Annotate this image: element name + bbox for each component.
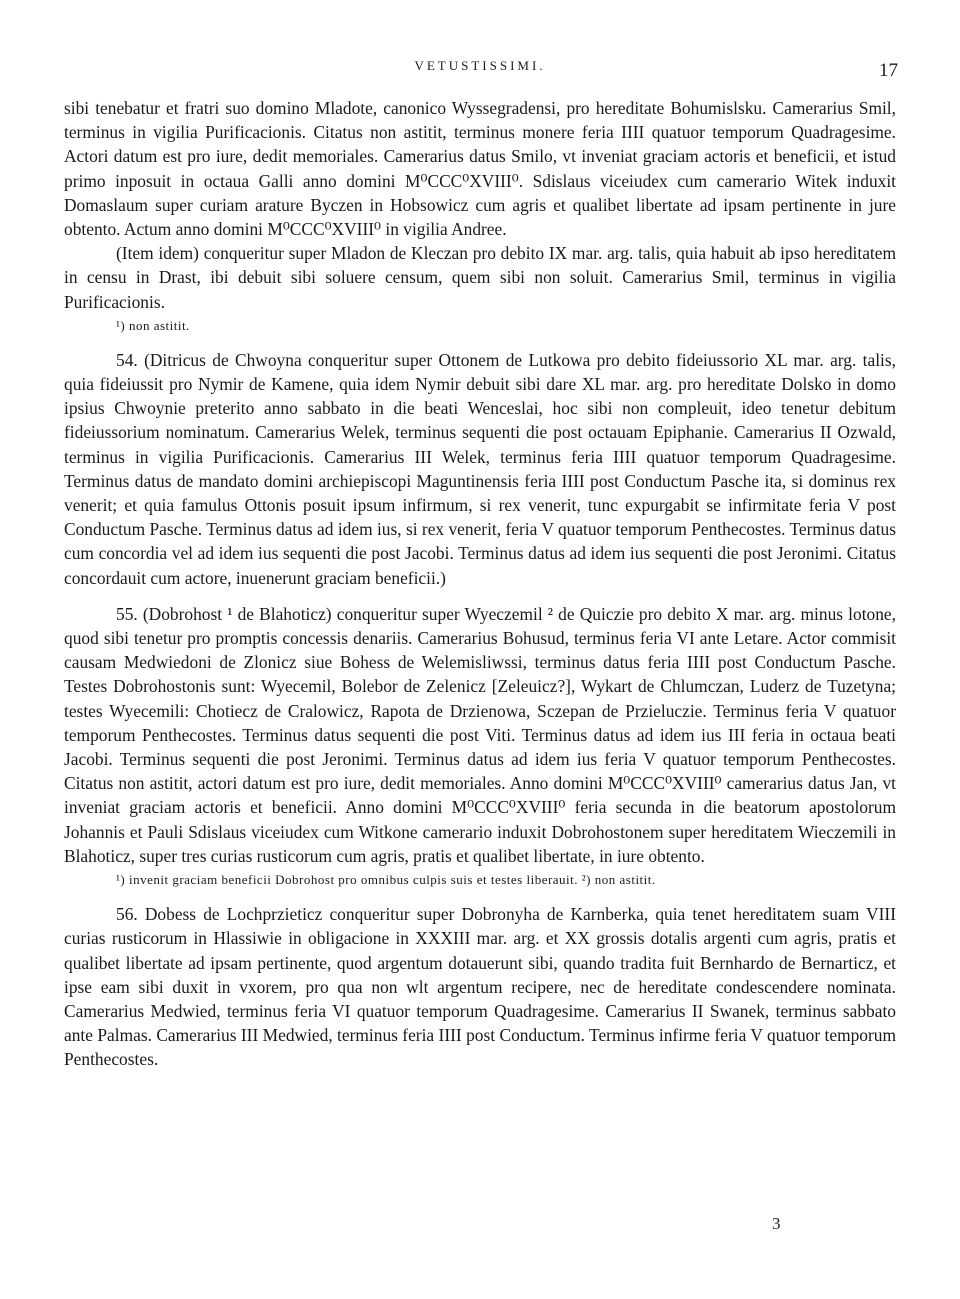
running-head: VETUSTISSIMI.	[414, 58, 546, 73]
spacer	[64, 890, 896, 902]
spacer	[64, 590, 896, 602]
footnote-1: ¹) non astitit.	[116, 317, 190, 333]
entry-56: 56. Dobess de Lochprzieticz conqueritur super Dobronyha de Karnberka, quia tenet hereditatem suam VIII curias rusticorum in Hlassiwie in obligacione in XXXIII mar. arg. et XX grossis dotalis argenti cum agris, pratis et qualibet libertate ad ipsam pertinente, quod argentum dotauerunt sibi, quando tradita fuit Bernhardo de Bernarticz, et ipse eam sibi duxit in vxorem, pro qua non wlt argentum recipere, nec de hereditate condescendere nominata. Camerarius Medwied, terminus feria VI quatuor temporum Quadragesime. Camerarius II Swanek, terminus sabbato ante Palmas. Camerarius III Medwied, terminus feria IIII post Conductum. Terminus infirme feria V quatuor temporum Penthecostes.	[64, 904, 896, 1070]
page-number: 17	[879, 60, 898, 81]
spacer	[64, 336, 896, 348]
page-header	[0, 58, 960, 82]
main-text	[64, 96, 896, 1072]
paragraph-item-idem: (Item idem) conqueritur super Mladon de Kleczan pro debito IX mar. arg. talis, quia habuit ab ipso hereditatem in censu in Drast, ibi debuit sibi soluere censum, quem sibi non soluit. Camerarius Smil, terminus in vigilia Purificacionis.	[64, 243, 896, 312]
footnote-2: ¹) invenit graciam beneficii Dobrohost pro omnibus culpis suis et testes liberauit. ²) non astitit.	[116, 872, 656, 888]
signature-mark: 3	[772, 1214, 781, 1233]
paragraph-continuation: sibi tenebatur et fratri suo domino Mladote, canonico Wyssegradensi, pro hereditate Bohumislsku. Camerarius Smil, terminus in vigilia Purificacionis. Citatus non astitit, terminus monere feria IIII quatuor temporum Quadragesime. Actori datum est pro iure, dedit memoriales. Camerarius datus Smilo, vt inveniat graciam actoris et beneficii, et istud primo inposuit in octaua Galli anno domini M⁰CCC⁰XVIII⁰. Sdislaus viceiudex cum camerario Witek induxit Domaslaum super curiam arature Byczen in Hobsowicz cum agris et qualibet libertate ad ipsam pertinente in jure obtento. Actum anno domini M⁰CCC⁰XVIII⁰ in vigilia Andree.	[64, 98, 896, 240]
entry-54: 54. (Ditricus de Chwoyna conqueritur super Ottonem de Lutkowa pro debito fideiussorio XL mar. arg. talis, quia fideiussit pro Nymir de Kamene, quia idem Nymir debuit sibi dare XL mar. arg. pro hereditate Dolsko in domo ipsius Chwoynie preterito anno sabbato in die beati Wenceslai, hoc sibi non compleuit, ideo tenetur debitum fideiussorium nominatum. Camerarius Welek, terminus sequenti die post octauam Epiphanie. Camerarius II Ozwald, terminus in vigilia Purificacionis. Camerarius III Welek, terminus feria IIII quatuor temporum Quadragesime. Terminus datus de mandato domini archiepiscopi Maguntinensis feria IIII post Conductum Pasche ita, si dominus rex venerit; et quia famulus Ottonis posuit ipsum infirmum, si rex venerit, tunc expurgabit se infirmitate feria V post Conductum Pasche. Terminus datus ad idem ius, si rex venerit, feria V quatuor temporum Penthecostes. Terminus datus cum concordia vel ad idem ius sequenti die post Jacobi. Terminus datus ad idem ius sequenti die post Jeronimi. Citatus concordauit cum actore, inuenerunt graciam beneficii.)	[64, 349, 896, 588]
entry-55: 55. (Dobrohost ¹ de Blahoticz) conqueritur super Wyeczemil ² de Quiczie pro debito X mar. arg. minus lotone, quod sibi tenetur pro promptis concessis denariis. Camerarius Bohusud, terminus feria VI ante Letare. Actor commisit causam Medwiedoni de Zlonicz siue Bohess de Welemisliwssi, terminus datus feria IIII post Conductum Pasche. Testes Dobrohostonis sunt: Wyecemil, Bolebor de Zelenicz [Zeleuicz?], Wykart de Chlumczan, Luderz de Tuzetyna; testes Wyecemili: Chotiecz de Cralowicz, Rapota de Drzienowa, Sczepan de Przieluczie. Terminus feria V quatuor temporum Penthecostes. Terminus datus sequenti die post Viti. Terminus datus ad idem ius III feria in octaua beati Jacobi. Terminus sequenti die post Jeronimi. Terminus datus ad idem ius feria V quatuor temporum Penthecostes. Citatus non astitit, actori datum est pro iure, dedit memoriales. Anno domini M⁰CCC⁰XVIII⁰ camerarius datus Jan, vt inveniat graciam actoris et beneficii. Anno domini M⁰CCC⁰XVIII⁰ feria secunda in die beatorum apostolorum Johannis et Pauli Sdislaus viceiudex cum Witkone camerario induxit Dobrohostonem super hereditatem Wieczemili in Blahoticz, super tres curias rusticorum cum agris, pratis et qualibet libertate, in iure obtento.	[64, 603, 896, 866]
